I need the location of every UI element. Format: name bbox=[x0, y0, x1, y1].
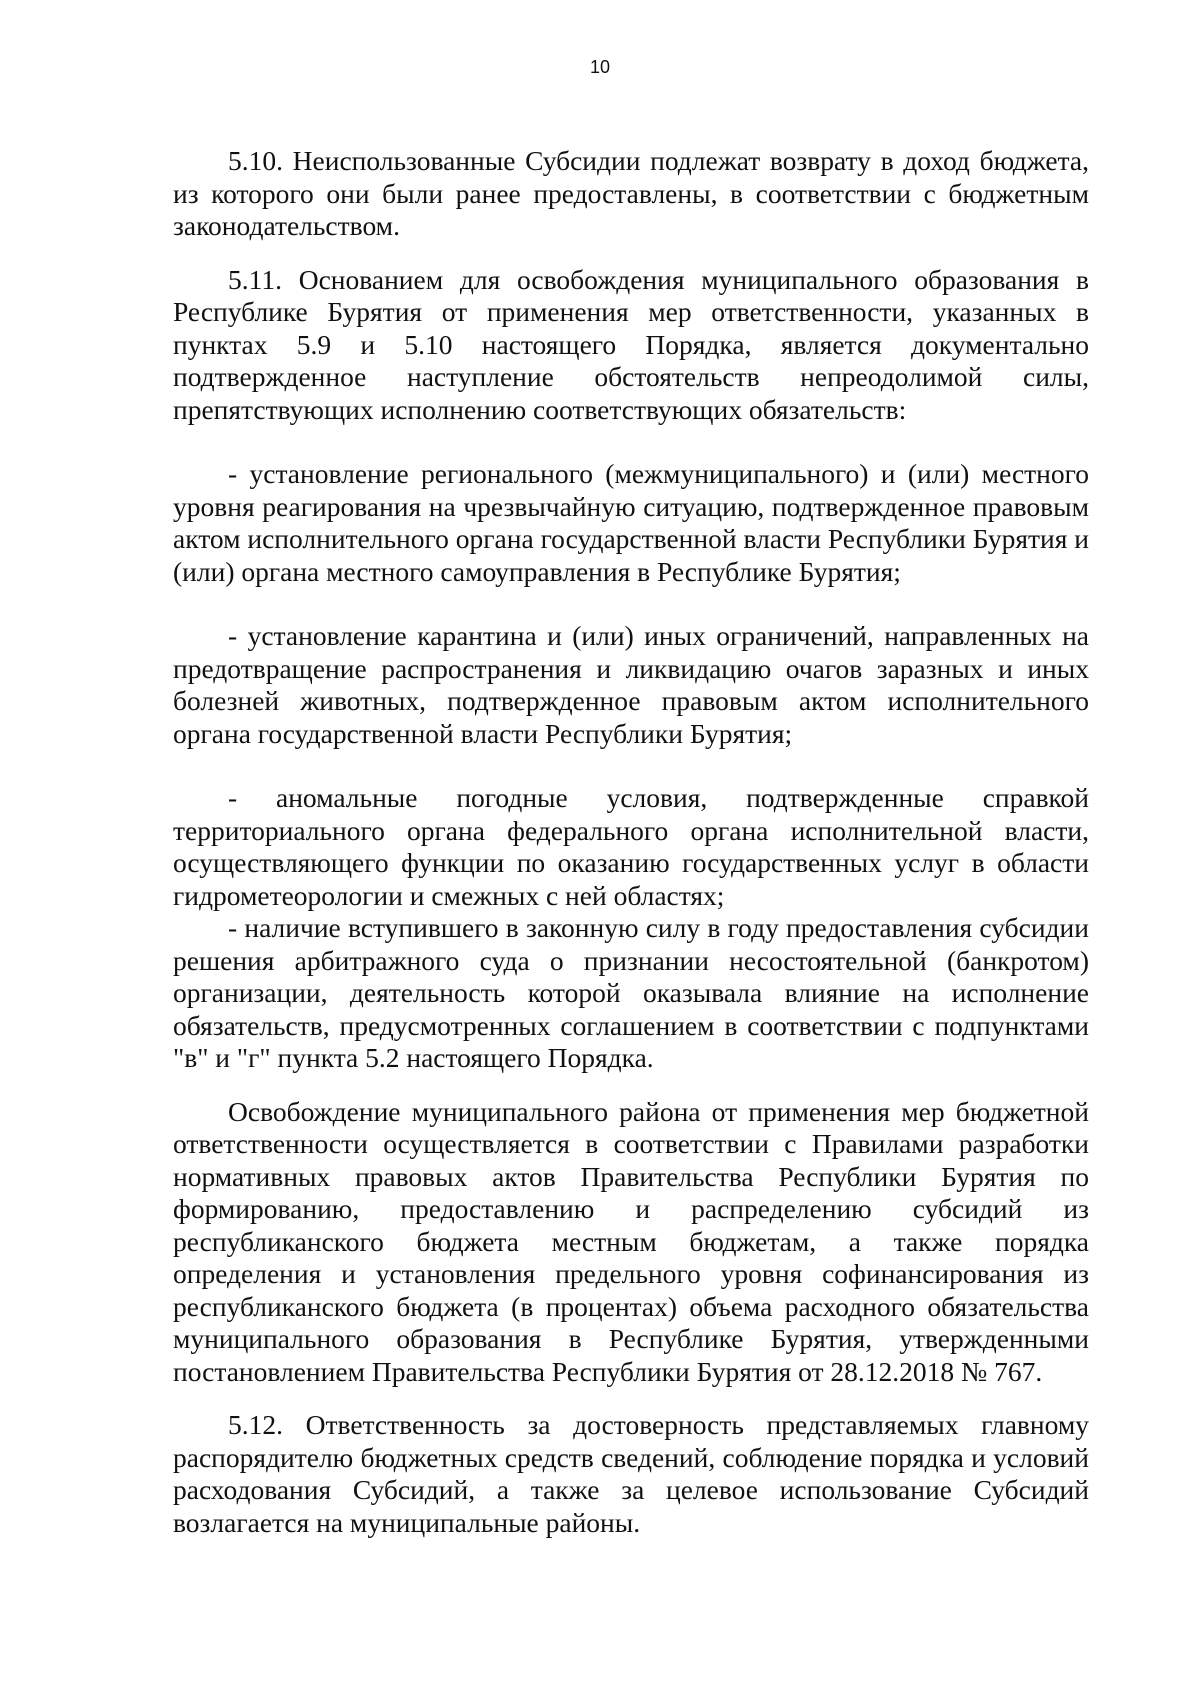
paragraph-5-11: 5.11. Основанием для освобождения муниципального образования в Республике Бурятия от применения мер ответственности, указанных в пунктах 5.9 и 5.10 настоящего Порядка, является документально подтвержденное наступление обстоятельств непреодолимой силы, препятствующих исполнению соответствующих обязательств: bbox=[173, 263, 1089, 425]
list-item-bankruptcy: - наличие вступившего в законную силу в году предоставления субсидии решения арбитражного суда о признании несостоятельной (банкротом) организации, деятельность которой оказывала влияние на исполнение обязательств, предусмотренных соглашением в соответствии с подпунктами "в" и "г" пункта 5.2 настоящего Порядка. bbox=[173, 912, 1089, 1073]
list-item-weather: - аномальные погодные условия, подтвержденные справкой территориального органа федерального органа исполнительной власти, осуществляющего функции по оказанию государственных услуг в области гидрометеорологии и смежных с ней областях; bbox=[173, 782, 1089, 911]
list-item-emergency: - установление регионального (межмуниципального) и (или) местного уровня реагирования на чрезвычайную ситуацию, подтвержденное правовым актом исполнительного органа государственной власти Республики Бурятия и (или) органа местного самоуправления в Республике Бурятия; bbox=[173, 458, 1089, 587]
paragraph-release-rules: Освобождение муниципального района от применения мер бюджетной ответственности осуществляется в соответствии с Правилами разработки нормативных правовых актов Правительства Республики Бурятия по формированию, предоставлению и распределению субсидий из республиканского бюджета местным бюджетам, а также порядка определения и установления предельного уровня софинансирования из республиканского бюджета (в процентах) объема расходного обязательства муниципального образования в Республике Бурятия, утвержденными постановлением Правительства Республики Бурятия от 28.12.2018 № 767. bbox=[173, 1095, 1089, 1387]
page-number: 10 bbox=[589, 57, 611, 77]
paragraph-5-12: 5.12. Ответственность за достоверность представляемых главному распорядителю бюджетных средств сведений, соблюдение порядка и условий расходования Субсидий, а также за целевое использование Субсидий возлагается на муниципальные районы. bbox=[173, 1409, 1089, 1538]
list-item-quarantine: - установление карантина и (или) иных ограничений, направленных на предотвращение распространения и ликвидацию очагов заразных и иных болезней животных, подтвержденное правовым актом исполнительного органа государственной власти Республики Бурятия; bbox=[173, 620, 1089, 749]
document-body bbox=[173, 145, 1089, 1539]
paragraph-5-10: 5.10. Неиспользованные Субсидии подлежат возврату в доход бюджета, из которого они были ранее предоставлены, в соответствии с бюджетным законодательством. bbox=[173, 145, 1089, 241]
